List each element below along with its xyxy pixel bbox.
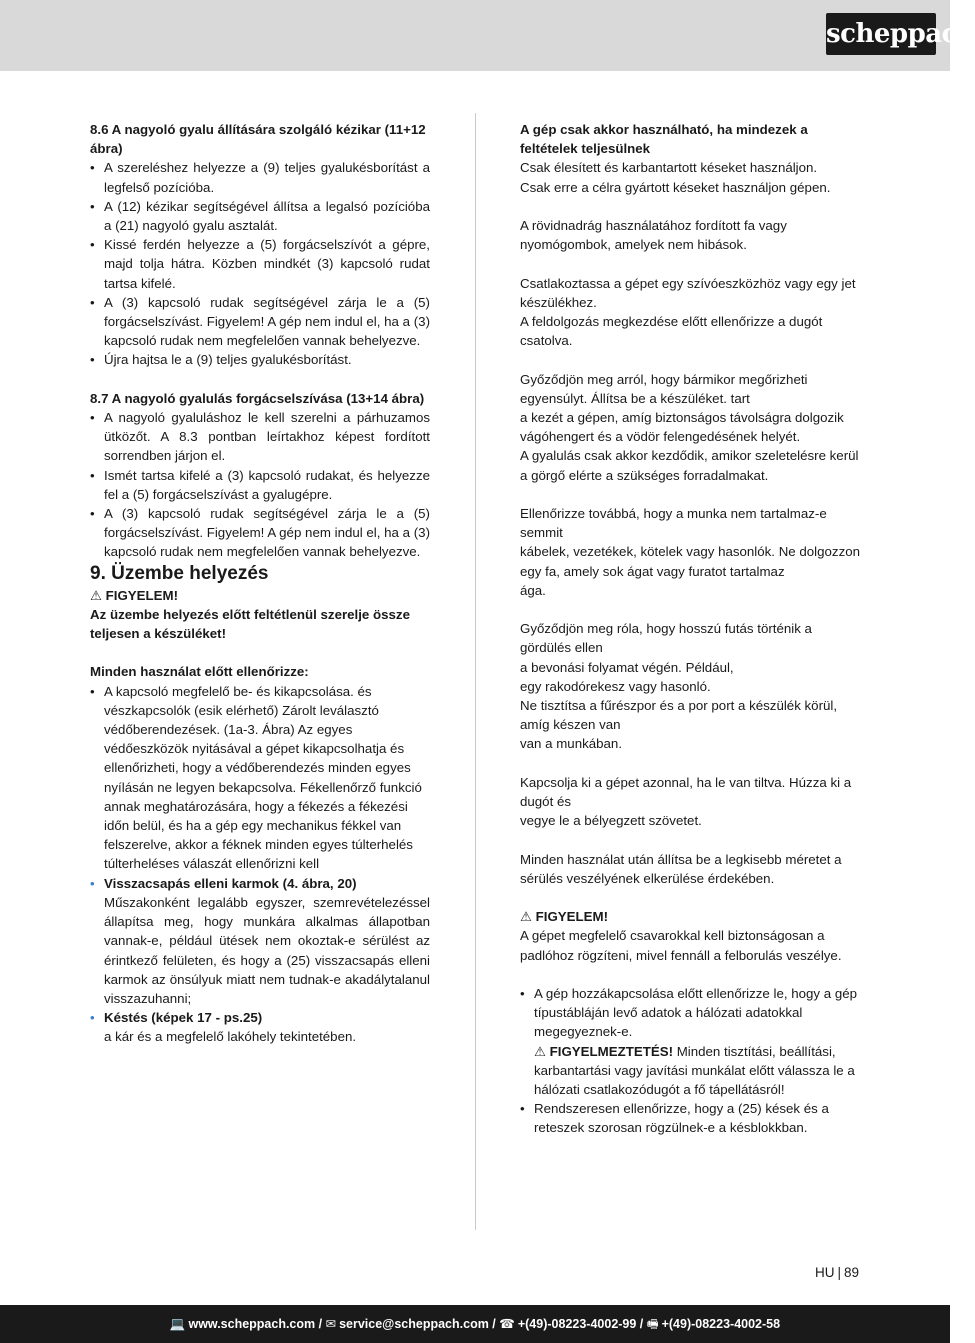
conditions-title: A gép csak akkor használható, ha mindezek a feltételek teljesülnek xyxy=(520,122,808,157)
column-divider xyxy=(475,113,476,1230)
list-item: • A szereléshez helyezze a (9) teljes gyalukésborítást a legfelső pozícióba. xyxy=(90,158,430,196)
paragraph-line: Kapcsolja ki a gépet azonnal, ha le van tiltva. Húzza ki a dugót és xyxy=(520,774,852,810)
computer-icon: 💻 xyxy=(169,1317,186,1331)
footer-website: www.scheppach.com / xyxy=(188,1317,323,1331)
paragraph-line: A feldolgozás megkezdése előtt ellenőrizze a dugót csatolva. xyxy=(520,314,823,349)
paragraph-line: a kezét a gépen, amíg biztonságos távolságra dolgozik vágóhengert és a vödör felengedésének helyét. xyxy=(520,410,844,445)
list-item-title: Visszacsapás elleni karmok (4. ábra, 20) xyxy=(104,875,357,891)
brand-logo: scheppach xyxy=(826,13,936,55)
paragraph-line: van a munkában. xyxy=(520,736,623,752)
paragraph-line: Győződjön meg arról, hogy bármikor megőrizheti egyensúlyt. Állítsa be a készüléket. tart xyxy=(520,371,808,406)
warning-text: A gépet megfelelő csavarokkal kell biztonságosan a padlóhoz rögzíteni, mivel fennáll a felborulás veszélye. xyxy=(520,928,842,963)
footer-phone: +(49)-08223-4002-99 / xyxy=(517,1317,644,1331)
paragraph-line: a bevonási folyamat végén. Például, xyxy=(520,659,734,675)
list-item xyxy=(90,874,430,1008)
section-8-6-list xyxy=(90,158,430,369)
paragraph-line: Ellenőrizze továbbá, hogy a munka nem tartalmaz-e semmit xyxy=(520,506,827,541)
paragraph-line: A rövidnadrág használatához fordított fa vagy nyomógombok, amelyek nem hibások. xyxy=(520,218,787,253)
check-list xyxy=(90,682,430,1047)
right-column xyxy=(520,120,860,1138)
paragraph-line: Csak élesített és karbantartott késeket használjon. xyxy=(520,160,818,176)
paragraph-line: vegye le a bélyegzett szövetet. xyxy=(520,813,702,829)
fax-icon: 🖷 xyxy=(646,1317,659,1331)
list-item-text: a kár és a megfelelő lakóhely tekintetében. xyxy=(104,1029,357,1045)
footer-email: service@scheppach.com / xyxy=(339,1317,496,1331)
electrical-list xyxy=(520,984,860,1138)
section-9-title: 9. Üzembe helyezés xyxy=(90,562,269,584)
paragraph-line: egy fa, amely sok ágat vagy furatot tartalmaz xyxy=(520,563,785,579)
section-8-7-list xyxy=(90,408,430,562)
list-item-title: Késtés (képek 17 - ps.25) xyxy=(104,1010,263,1026)
warning-heading xyxy=(90,586,430,605)
paragraph-line: kábelek, vezetékek, kötelek vagy hasonlók. Ne dolgozzon xyxy=(520,544,861,560)
check-title: Minden használat előtt ellenőrizze: xyxy=(90,664,309,680)
warning-triangle-icon: ⚠ xyxy=(90,587,102,603)
paragraph-line: Csak erre a célra gyártott késeket használjon gépen. xyxy=(520,179,831,195)
warning-triangle-icon: ⚠ xyxy=(520,909,532,925)
list-item: • Ismét tartsa kifelé a (3) kapcsoló rudakat, és helyezze fel a (5) forgácselszívást a gyalugépre. xyxy=(90,466,430,504)
list-item: • Újra hajtsa le a (9) teljes gyalukésborítást. xyxy=(90,350,430,369)
list-item xyxy=(90,1008,430,1046)
paragraph-line: Csatlakoztassa a gépet egy szívóeszközhöz vagy egy jet készülékhez. xyxy=(520,275,856,310)
list-item: • A (3) kapcsoló rudak segítségével zárja le a (5) forgácselszívást. Figyelem! A gép nem indul el, ha a (3) kapcsoló rudak nem megfelelően vannak behelyezve. xyxy=(90,293,430,351)
page-number-value: 89 xyxy=(843,1265,859,1280)
paragraph-line: Győződjön meg róla, hogy hosszú futás történik a gördülés ellen xyxy=(520,621,812,656)
warning-label: FIGYELEM! xyxy=(105,587,179,603)
warning-heading xyxy=(520,907,860,926)
paragraph-line: A gyalulás csak akkor kezdődik, amikor szeletelésre kerül xyxy=(520,448,859,464)
footer-fax: +(49)-08223-4002-58 xyxy=(661,1317,781,1331)
list-item: • Kissé ferdén helyezze a (5) forgácselszívót a gépre, majd tolja hátra. Közben mindkét (3) kapcsoló rudat tartsa kifelé. xyxy=(90,235,430,293)
header-bar xyxy=(0,0,975,71)
page-language: HU xyxy=(814,1265,835,1280)
footer-bar xyxy=(0,1305,950,1343)
mail-icon: ✉ xyxy=(325,1317,337,1331)
caution-text: Minden tisztítási, beállítási, karbantartási vagy javítási munkálat előtt válassza le a hálózati csatlakozódugót a fő tápellátásról! xyxy=(534,1043,855,1098)
warning-triangle-icon: ⚠ xyxy=(534,1043,546,1059)
paragraph-line: Minden használat után állítsa be a legkisebb méretet a sérülés veszélyének elkerülése érdekében. xyxy=(520,851,842,886)
left-column xyxy=(90,120,430,1047)
section-8-7-title: 8.7 A nagyoló gyalulás forgácselszívása (13+14 ábra) xyxy=(90,390,425,406)
list-item: • Rendszeresen ellenőrizze, hogy a (25) kések és a reteszek szorosan rögzülnek-e a késblokkban. xyxy=(520,1099,860,1137)
paragraph-line: egy rakodórekesz vagy hasonló. xyxy=(520,678,711,694)
list-item: • A nagyoló gyaluláshoz le kell szerelni a párhuzamos ütközőt. A 8.3 pontban leírtakhoz képest fordított sorrendben járjon el. xyxy=(90,408,430,466)
paragraph-line: a görgő elérte a szükséges forradalmakat. xyxy=(520,467,769,483)
warning-text: Az üzembe helyezés előtt feltétlenül szerelje össze teljesen a készüléket! xyxy=(90,606,410,642)
warning-label: FIGYELEM! xyxy=(535,909,609,925)
list-item: • A (3) kapcsoló rudak segítségével zárja le a (5) forgácselszívást. Figyelem! A gép nem indul el, ha a (3) kapcsoló rudak nem megfelelően vannak behelyezve. xyxy=(90,504,430,562)
list-item: • A (12) kézikar segítségével állítsa a legalsó pozícióba a (21) nagyoló gyalu asztalát. xyxy=(90,197,430,235)
phone-icon: ☎ xyxy=(499,1317,515,1331)
list-item xyxy=(520,984,860,1099)
list-item: • A kapcsoló megfelelő be- és kikapcsolása. és vészkapcsolók (esik elérhető) Zárolt leválasztó védőberendezések. (1a-3. Ábra) Az egyes védőeszközök nyitásával a gépet kikapcsolhatja és ellenőrizheti, hogy a védőberendezés minden egyes nyílásán ne legyen bekapcsolva. Fékellenőrző funkció annak meghatározására, hogy a fékezés a fékezési időn belül, és ha a gép egy mechanikus fékkel van felszerelve, akkor a féknek minden egyes túlterhelés túlterheléses válaszát ellenőrizni kell xyxy=(90,682,430,874)
list-item-text: A gép hozzákapcsolása előtt ellenőrizze le, hogy a gép típustábláján levő adatok a hálózati adatokkal megegyeznek-e. xyxy=(534,986,858,1040)
list-item-text: Műszakonként legalább egyszer, szemrevételezéssel állapítsa meg, hogy munkára alkalmas állapotban vannak-e, például ütések nem okoztak-e sérülést az érintkező felületen, és hogy a (25) visszacsapás elleni karmok az önsúlyuk miatt nem tudnak-e akadálytalanul visszazuhanni; xyxy=(104,894,430,1006)
section-8-6-title: 8.6 A nagyoló gyalu állítására szolgáló kézikar (11+12 ábra) xyxy=(90,122,426,157)
paragraph-line: Ne tisztítsa a fűrészpor és a por port a készülék körül, amíg készen van xyxy=(520,698,838,733)
page-number: HU | 89 xyxy=(814,1265,859,1280)
caution-label: FIGYELMEZTETÉS! xyxy=(549,1043,673,1059)
paragraph-line: ága. xyxy=(520,582,546,598)
